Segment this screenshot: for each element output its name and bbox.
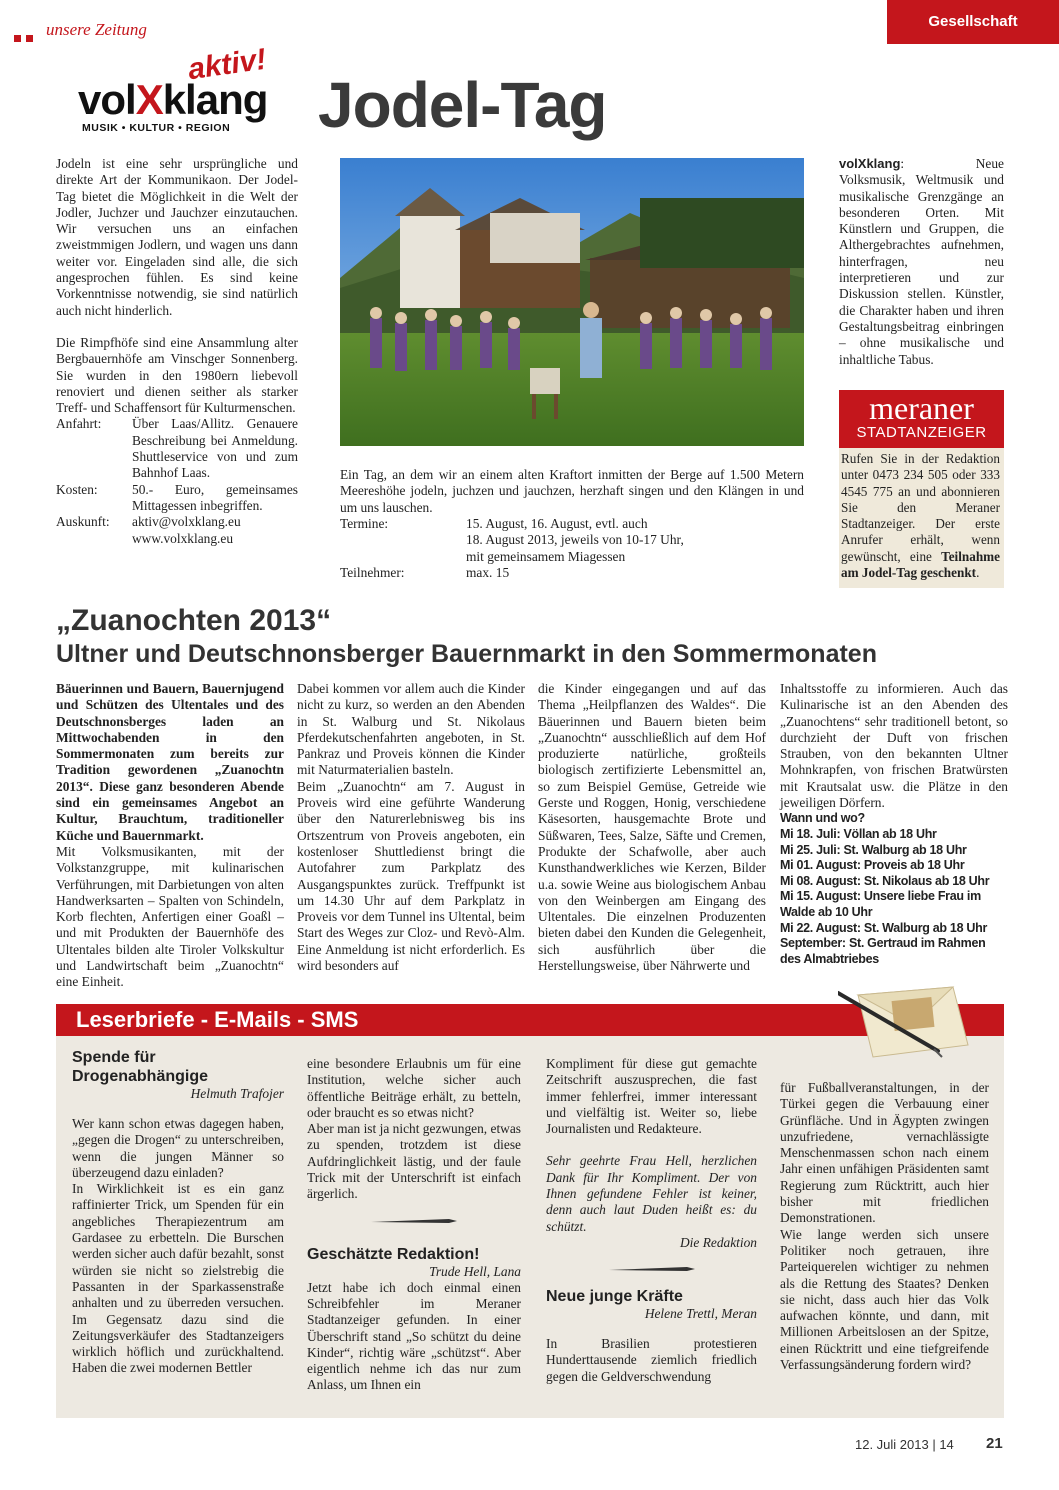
aktiv-wordmark: aktiv! — [186, 42, 269, 87]
jodel-group-photo — [340, 158, 804, 446]
pen-divider-icon — [546, 1261, 757, 1279]
meraner-logo: meraner STADTANZEIGER — [839, 390, 1004, 448]
photo-caption: Ein Tag, an dem wir an einem alten Kraftort inmitten der Berge auf 1.500 Metern Meereshöhe jodeln, juchzen und jauchzen, herzhaft singen und den Klängen in und um uns lauschen. — [340, 467, 804, 515]
termine-row: Termine: 15. August, 16. August, evtl. auch 18. August 2013, jeweils von 10-17 Uhr, mit gemeinsamem Miagessen — [340, 516, 684, 564]
letter-author: Trude Hell, Lana — [429, 1263, 521, 1279]
date-item: September: St. Gertraud im Rahmen des Almabtriebes — [780, 936, 986, 966]
letter-author: Helene Trettl, Meran — [644, 1305, 757, 1321]
volxklang-subline: MUSIK • KULTUR • REGION — [82, 122, 231, 134]
zuanochten-lead: Bäuerinnen und Bauern, Bauernjugend und Schützen des Ultentales und des Deutschnonsberges laden an Mittwochabenden in den Sommermonaten zum bereits zur Tradition gewordenen „Zuanochtn 2013“. Diese ganz besonderen Abende sind ein gemeinsames Angebot an Kultur, Brauchtum, traditioneller Küche und Bauernmarkt. — [56, 681, 284, 843]
date-item: Mi 22. August: St. Walburg ab 18 Uhr — [780, 920, 988, 935]
intro-paragraph: Jodeln ist eine sehr ursprüngliche und direkte Art der Kommunikaon. Der Jodel-Tag bietet die Möglichkeit in die Welt der Jodler, Juchzer und Jauchzer einzutauchen. Wir versuchen uns an einfachen zweistmmigen Jodlern, und wagen uns dann weiter vor. Eingeladen sind alle, die sich angesprochen fühlen. Es sind keine Vorkenntnisse notwendig, sie sind natürlich auch nicht hinderlich. — [56, 156, 298, 318]
letters-col3: Kompliment für diese gut gemachte Zeitschrift auszusprechen, die fast immer fehlerfrei, immer interessant und vielfältig ist. Weiter so, liebe Journalisten und Redakteure. Sehr geehrte Frau Hell, herzlichen Dank für Ihr Kompliment. Der von Ihnen gefundene Fehler ist keiner, denn auch laut Duden heißt es: du schützt. Die Redaktion Neue junge Kräfte Helene Trettl, Meran In Brasilien protestieren Hunderttausende ziemlich friedlich gegen die Geldverschwendung — [546, 1056, 757, 1384]
zuanochten-subtitle: Ultner und Deutschnonsberger Bauernmarkt in den Sommermonaten — [56, 640, 877, 668]
editorial-reply: Sehr geehrte Frau Hell, herzlichen Dank für Ihr Kompliment. Der von Ihnen gefundene Fehler ist keiner, denn auch laut Duden heißt es: du schützt. — [546, 1153, 757, 1234]
envelope-pen-icon — [838, 985, 978, 1065]
volxklang-logo — [78, 42, 298, 138]
info-anfahrt: Anfahrt: Über Laas/Allitz. Genauere Beschreibung bei Anmeldung. Shuttleservice von und zum Bahnhof Laas. — [56, 416, 298, 481]
termine-line: 15. August, 16. August, evtl. auch — [466, 516, 648, 531]
termine-line: 18. August 2013, jeweils von 10-17 Uhr, — [466, 532, 684, 548]
letters-col4: für Fußballveranstaltungen, in der Türkei gegen die Verbauung einer Grünfläche. Und in Ägypten zwingen unzufriedene, vernachlässigte Menschenmassen schon nach einem Jahr einen unfähigen Präsidenten samt Regierung zum Rücktritt, auch hier bisher mit friedlichen Demonstrationen. Wie lange werden sich unsere Politiker noch getrauen, ihre Parteiquerelen wichtiger zu nehmen als die Rettung des Staates? Denken sie nicht, dass auch hier das Volk aufwachen könnte, und dann, mit Millionen Arbeitslosen an der Spitze, einen Rücktritt und eine tiefgreifende Verfassungsänderung fordern wird? — [780, 1080, 989, 1373]
zuanochten-col3: die Kinder eingegangen und auf das Thema „Heilpflanzen des Waldes“. Die Bäuerinnen und Bauern bieten beim „Zuanochtn“ ausschließlich auf dem Hof produzierte natürliche, großteils biologisch zertifizierte Lebensmittel an, so zum Beispiel Gemüse, Getreide wie Gerste und Roggen, Honig, verschiedene Käsesorten, hausgemachte Brote und Süßwaren, Tees, Salze, Säfte und Cremen, Produkte der Schafwolle, aber auch Kunsthandwerkliches wie Kerzen, Bilder u.a. sowie Weine aus biologischem Anbau von den Weinbergen am Eingang des Ultentales. Die einzelnen Produzenten bieten dabei den Kunden die Gelegenheit, sich ausführlich über die Herstellungsweise, über Nährwerte und — [538, 681, 766, 974]
letter-author: Helmuth Trafojer — [190, 1086, 284, 1101]
article1-left-column — [56, 156, 298, 547]
page-number: 21 — [986, 1435, 1003, 1452]
place-paragraph: Die Rimpfhöfe sind eine Ansammlung alter Bergbauernhöfe am Vinschger Sonnenberg. Sie wurden in den 1980ern liebevoll renoviert und dienen seither als starker Treff- und Schaffensort für Kulturmenschen. — [56, 334, 298, 416]
meraner-text: Rufen Sie in der Redaktion unter 0473 234 505 oder 333 4545 775 an und abonnieren Sie den Meraner Stadtanzeiger. Der erste Anrufer erhält, wenn gewünscht, eine Teilnahme am Jodel-Tag geschenkt. — [841, 451, 1000, 581]
section-tab[interactable]: Gesellschaft — [887, 0, 1059, 44]
header-squares — [14, 29, 38, 47]
contact-links[interactable]: aktiv@volxklang.eu www.volxklang.eu — [132, 514, 241, 546]
date-item: Mi 15. August: Unsere liebe Frau im Walde ab 10 Uhr — [780, 889, 981, 919]
zuanochten-col1 — [56, 681, 284, 991]
photo-illustration — [340, 158, 804, 446]
volxklang-wordmark: volXklang — [78, 76, 268, 123]
zuanochten-col2: Dabei kommen vor allem auch die Kinder nicht zu kurz, so werden an den Abenden in St. Walburg und St. Nikolaus Pferdekutschenfahrten angeboten, in St. Pankraz und Proveis können die Kinder mit Naturmaterialien basteln. Beim „Zuanochtn“ am 7. August in Proveis wird eine geführte Wanderung über den Naturerlebnisweg bis ins Ortszentrum von Proveis angeboten, ein kostenloser Shuttledienst bringt die Autofahrer zum Parkplatz des Ausgangspunktes zurück. Treffpunkt ist um 14.30 Uhr auf dem Parkplatz in Proveis vor dem Tunnel ins Ultental, beim Start des Weges zur Cloz- und Revò-Alm. Eine Anmeldung ist nicht erforderlich. Es wird besonders auf — [297, 681, 525, 974]
info-kosten: Kosten: 50.- Euro, gemeinsames Mittagessen inbegriffen. — [56, 481, 298, 513]
zuanochten-col1-text: Mit Volksmusikanten, mit der Volkstanzgruppe, mit kulinarischen Verführungen, mit Darbietungen von alten Handwerksarten – Spalten von Schindeln, Korb flechten, Anfertigen einer Goaßl – und mit Produkten der Bauernhöfe des Ultentales bilden alte Tiroler Volkskultur und Landwirtschaft beim „Zuanochtn“ eine Einheit. — [56, 843, 284, 990]
date-item: Mi 18. Juli: Völlan ab 18 Uhr — [780, 826, 937, 841]
date-item: Mi 08. August: St. Nikolaus ab 18 Uhr — [780, 873, 990, 888]
article-title: Jodel-Tag — [318, 69, 607, 141]
termine-line: mit gemeinsamem Miagessen — [466, 548, 626, 564]
pen-divider-icon — [307, 1213, 521, 1231]
termine-block — [340, 516, 804, 581]
volxklang-description: volXklang: Neue Volksmusik, Weltmusik und musikalische Grenzgänge an besonderen Orten. Mit Künstlern und Gruppen, die Althergebrachtes aufnehmen, hinterfragen, neu interpretieren und zur Diskussion stellen. Künstler, die Charakter haben und ihren Gestaltungsbeitrag einbringen – ohne musikalische und inhaltliche Tabus. — [839, 156, 1004, 367]
wann-und-wo-heading: Wann und wo? — [780, 811, 865, 826]
footer-issue: 12. Juli 2013 | 14 — [855, 1437, 954, 1452]
letters-col1: Spende für Drogenabhängige Helmuth Trafojer Wer kann schon etwas dagegen haben, „gegen die Drogen“ zu unterschreiben, wenn die jungen Männer so überzeugend dazu einladen? In Wirklichkeit ist es ein ganz raffinierter Trick, um Spenden für ein angebliches Therapiezentrum am Gardasee zu erbetteln. Die Burschen werden sicher auch dafür bezahlt, sonst würden sie nicht so zielstrebig die Passanten in der Sparkassenstraße anhalten und zu überreden versuchen. Im Gegensatz dazu sind die Zeitungsverkäufer des Stadtanzeigers wirklich höflich und zurückhaltend. Haben die zwei modernen Bettler — [72, 1049, 284, 1376]
letter-heading: Geschätzte Redaktion! — [307, 1245, 480, 1263]
zuanochten-title: „Zuanochten 2013“ — [56, 604, 332, 637]
letters-col2: eine besondere Erlaubnis um für eine Institution, welche sicher auch öffentliche Beiträge erhält, zu betteln, oder braucht es so etwas nicht? Aber man ist ja nicht gezwungen, etwas zu spenden, trotzdem ist diese Aufdringlichkeit lästig, und der faule Trick mit der Unterschrift ist einfach ärgerlich. Geschätzte Redaktion! Trude Hell, Lana Jetzt habe ich doch einmal einen Schreibfehler im Meraner Stadtanzeiger gefunden. In einer Überschrift stand „So schützt du deine Kinder“, richtig wäre „schützst“. Aber eigentlich nehme ich das nur zum Anlass, um Ihnen ein — [307, 1056, 521, 1393]
date-item: Mi 01. August: Proveis ab 18 Uhr — [780, 858, 965, 873]
meraner-promo-box — [839, 390, 1004, 588]
zuanochten-col4: Inhaltsstoffe zu informieren. Auch das Kulinarische ist an den Abenden des „Zuanochtens“ sehr traditionell betont, so durchzieht der Duft von frischen Strauben, von den bekannten Ultner Mohnkrapfen, von frischen Bratwürsten mit Krautsalat usw. die Plätze in den jeweiligen Dörfern. Wann und wo? Mi 18. Juli: Völlan ab 18 Uhr Mi 25. Juli: St. Walburg ab 18 Uhr Mi 01. August: Proveis ab 18 Uhr Mi 08. August: St. Nikolaus ab 18 Uhr Mi 15. August: Unsere liebe Frau im Walde ab 10 Uhr Mi 22. August: St. Walburg ab 18 Uhr September: St. Gertraud im Rahmen des Almabtriebes — [780, 681, 1008, 966]
teilnehmer-row: Teilnehmer: max. 15 — [340, 564, 510, 580]
volxklang-brand-inline: volXklang — [839, 156, 901, 171]
brand-logo: unsere Zeitung — [46, 20, 147, 39]
letter-heading: Spende für Drogenabhängige — [72, 1049, 209, 1085]
info-auskunft: Auskunft: aktiv@volxklang.eu www.volxklang.eu — [56, 514, 298, 547]
date-item: Mi 25. Juli: St. Walburg ab 18 Uhr — [780, 842, 967, 857]
reply-signature: Die Redaktion — [680, 1234, 757, 1250]
letters-header-bar: Leserbriefe - E-Mails - SMS — [56, 1004, 1004, 1036]
letter-heading: Neue junge Kräfte — [546, 1287, 683, 1305]
